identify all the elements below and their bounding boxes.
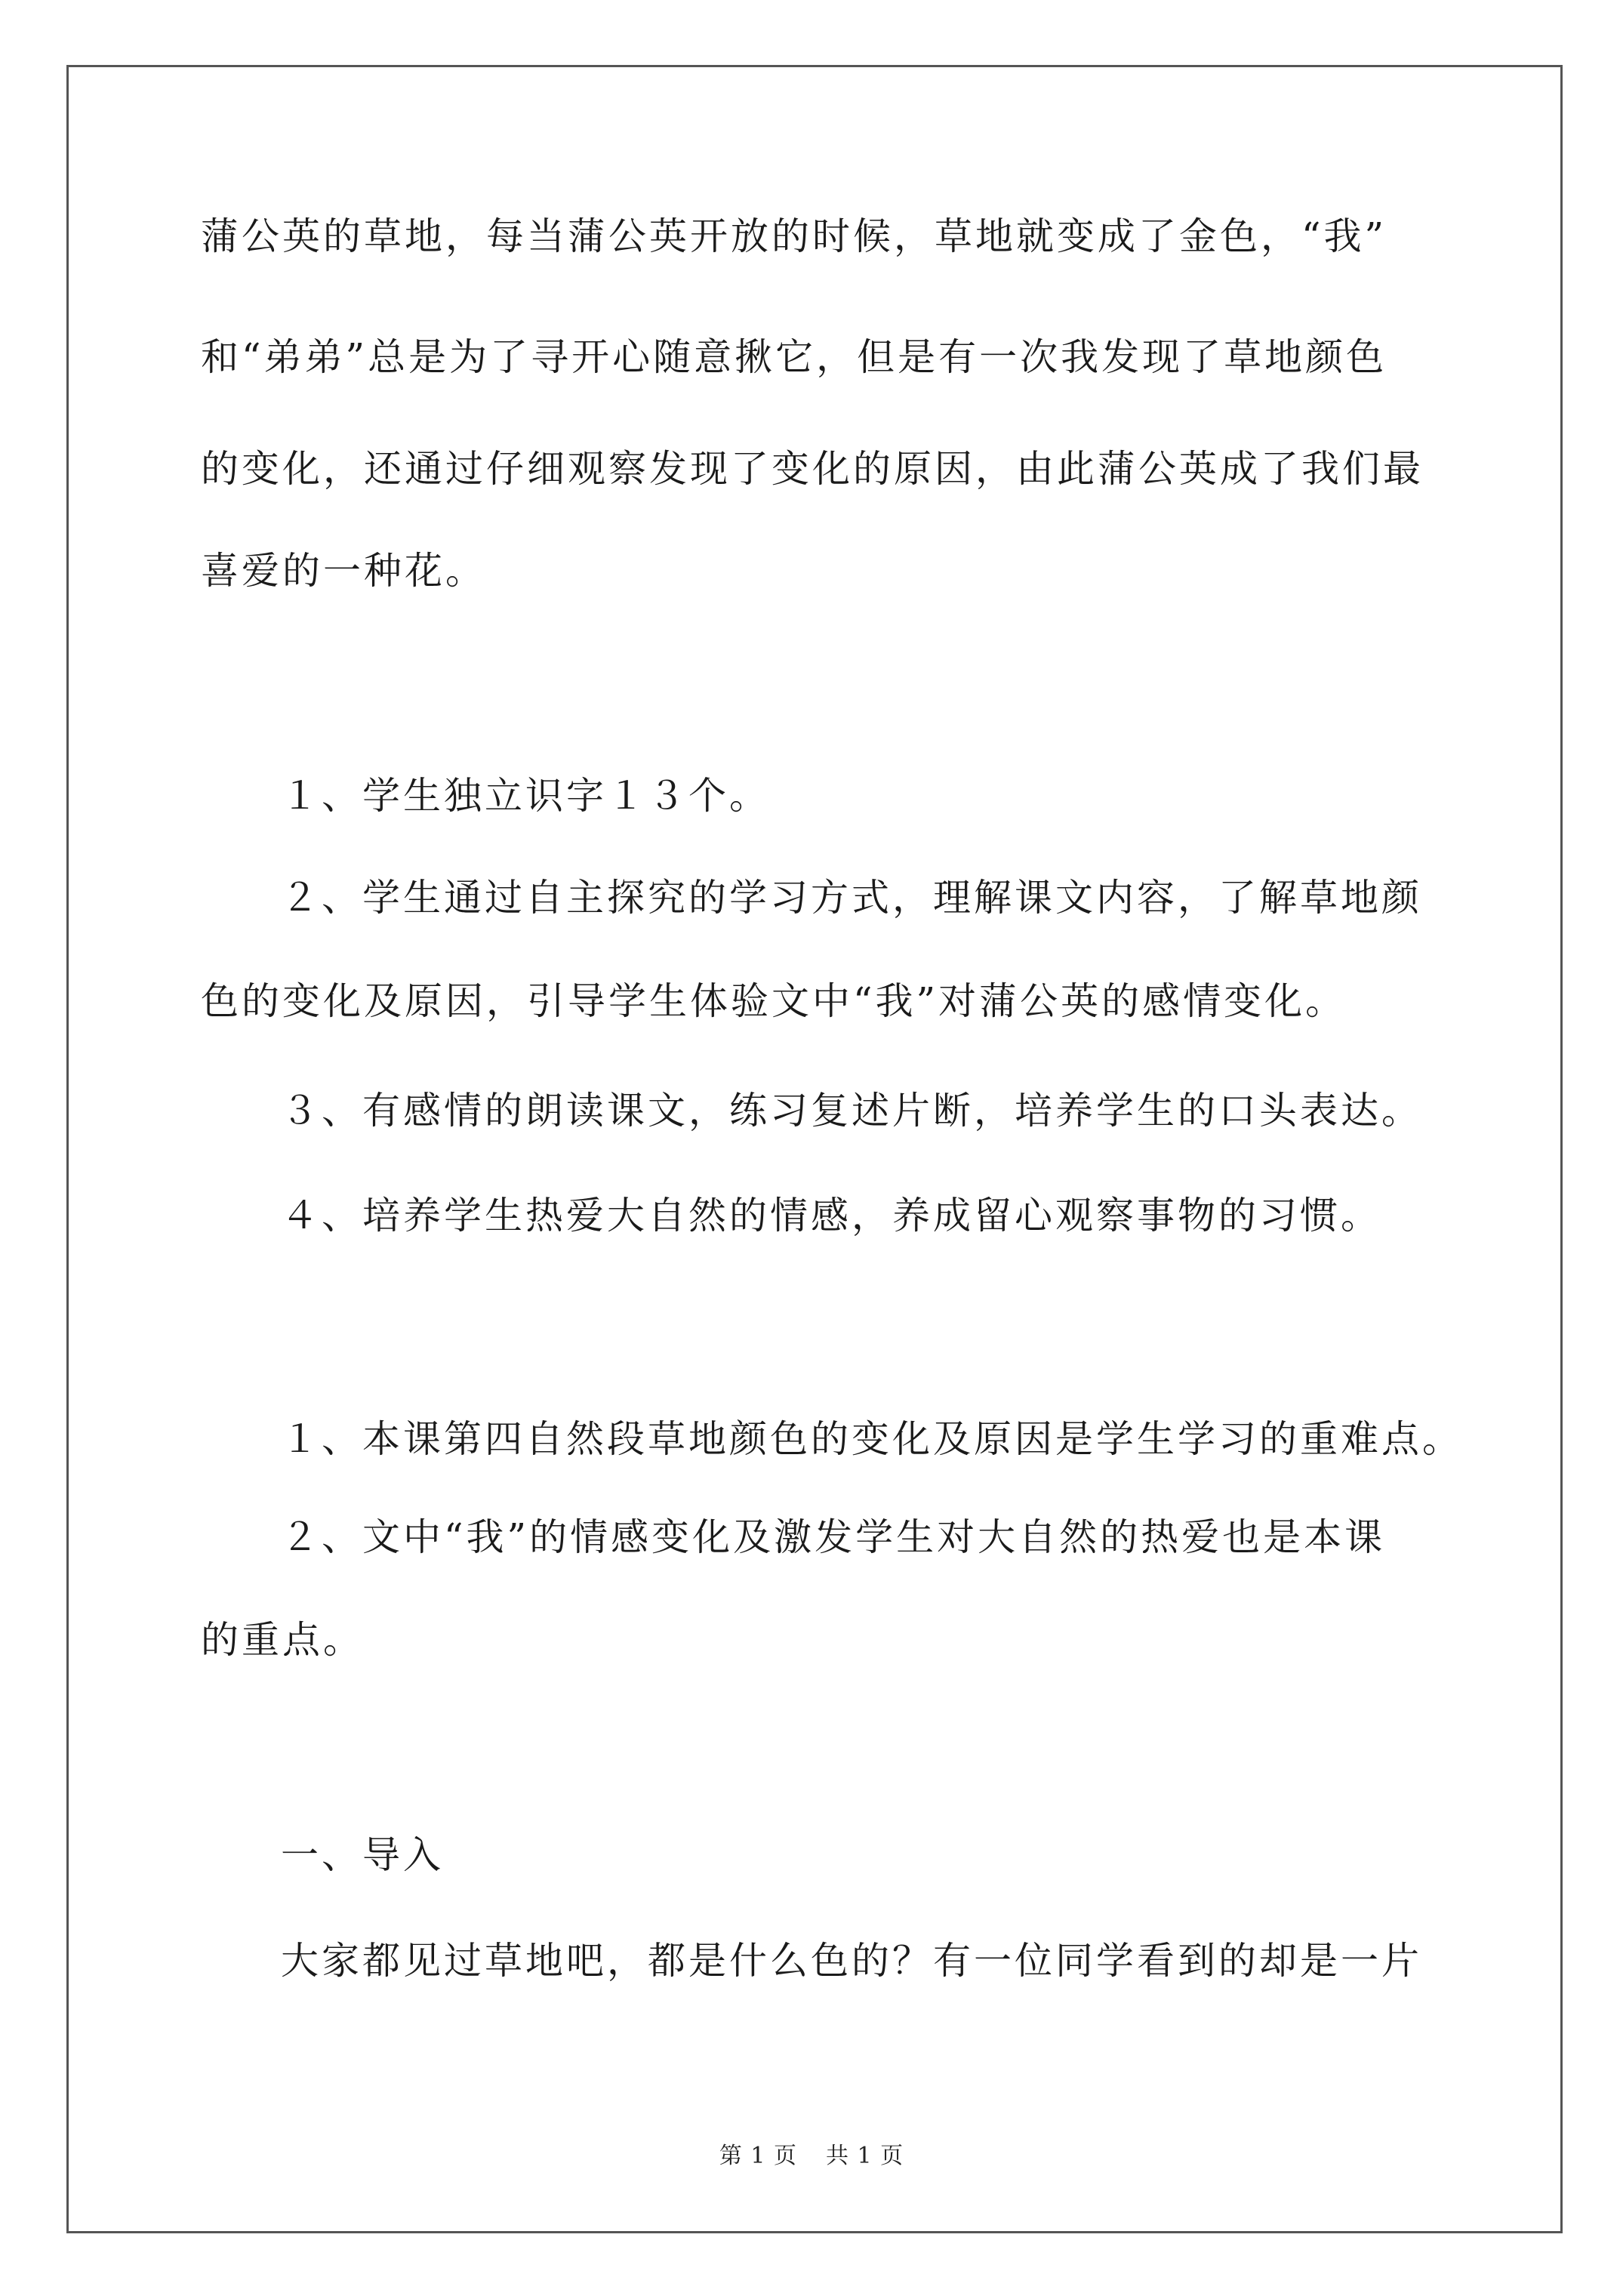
paragraph-line: １、本课第四自然段草地颜色的变化及原因是学生学习的重难点。 bbox=[281, 1417, 1463, 1461]
paragraph-line: １、学生独立识字１３个。 bbox=[281, 774, 770, 818]
paragraph-line: 喜爱的一种花。 bbox=[201, 549, 486, 593]
page-number-total: 共 1 页 bbox=[826, 2143, 904, 2169]
paragraph-line: 大家都见过草地吧，都是什么色的？有一位同学看到的却是一片 bbox=[281, 1939, 1422, 1983]
paragraph-line: ２、学生通过自主探究的学习方式，理解课文内容，了解草地颜 bbox=[281, 876, 1422, 920]
page-number-current: 第 1 页 bbox=[719, 2143, 797, 2169]
section-heading: 一、导入 bbox=[281, 1833, 444, 1877]
paragraph-line: 色的变化及原因，引导学生体验文中“我”对蒲公英的感情变化。 bbox=[201, 979, 1347, 1023]
paragraph-line: 的变化，还通过仔细观察发现了变化的原因，由此蒲公英成了我们最 bbox=[201, 447, 1424, 491]
paragraph-line: 蒲公英的草地，每当蒲公英开放的时候，草地就变成了金色，“我” bbox=[201, 214, 1387, 258]
paragraph-line: ２、文中“我”的情感变化及激发学生对大自然的热爱也是本课 bbox=[281, 1515, 1386, 1559]
page-border bbox=[66, 65, 1563, 2233]
paragraph-line: ４、培养学生热爱大自然的情感，养成留心观察事物的习惯。 bbox=[281, 1194, 1381, 1237]
paragraph-line: 和“弟弟”总是为了寻开心随意揪它，但是有一次我发现了草地颜色 bbox=[201, 335, 1387, 379]
paragraph-line: ３、有感情的朗读课文，练习复述片断，培养学生的口头表达。 bbox=[281, 1089, 1422, 1133]
paragraph-line: 的重点。 bbox=[201, 1618, 364, 1662]
page-footer bbox=[0, 2141, 1623, 2171]
